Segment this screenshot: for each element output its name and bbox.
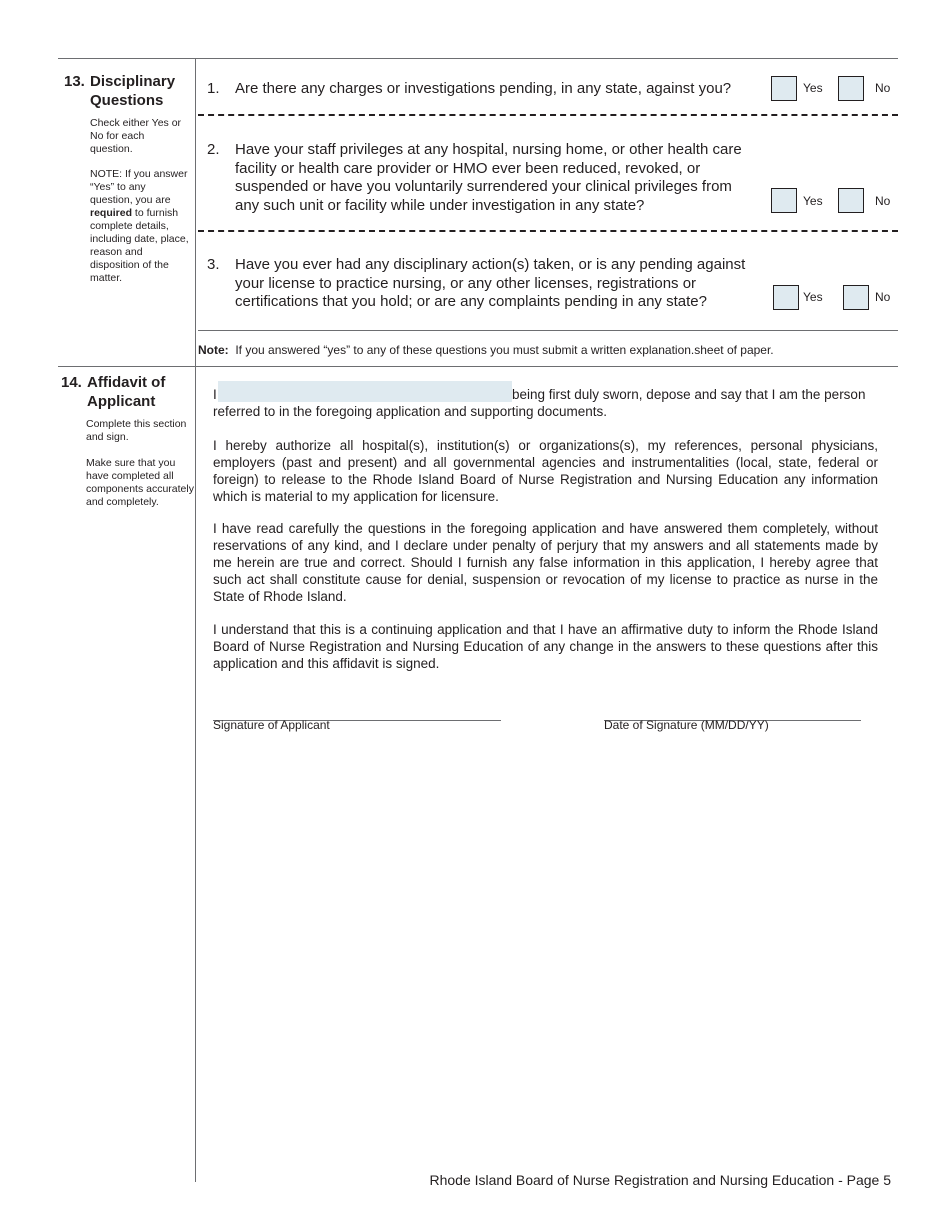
applicant-name-input[interactable]	[218, 381, 512, 402]
section-14-title: Affidavit of	[87, 374, 166, 391]
question-1-no-checkbox[interactable]	[838, 76, 864, 101]
section-14-instruction-2: Make sure that you have completed all components accurately and completely.	[86, 457, 194, 508]
question-2-number: 2.	[207, 141, 220, 158]
question-1-no-label: No	[875, 81, 891, 95]
question-3-yes-checkbox[interactable]	[773, 285, 799, 310]
question-2-yes-label: Yes	[803, 194, 823, 208]
question-3-number: 3.	[207, 256, 220, 273]
section-13-note	[90, 168, 190, 285]
question-2-yes-checkbox[interactable]	[771, 188, 797, 213]
question-1-text: Are there any charges or investigations pending, in any state, against you?	[235, 80, 732, 97]
affidavit-paragraph-3: I have read carefully the questions in the foregoing application and have answered them completely, without reservations of any kind, and I declare under penalty of perjury that my answers and all statements made by me herein are true and correct. Should I furnish any false information in this application, I hereby agree that such act shall constitute cause for denial, suspension or revocation of my license to practice as nurse in the State of Rhode Island.	[213, 521, 878, 604]
question-1-yes-checkbox[interactable]	[771, 76, 797, 101]
bottom-note-label: Note:	[198, 343, 229, 357]
question-divider-1	[198, 114, 898, 116]
page-footer: Rhode Island Board of Nurse Registration and Nursing Education - Page 5	[429, 1172, 891, 1188]
question-1-yes-label: Yes	[803, 81, 823, 95]
affidavit-i-prefix: I	[213, 387, 217, 402]
questions-bottom-rule	[198, 330, 898, 331]
section-13-bottom-note	[198, 343, 898, 357]
question-2-text: Have your staff privileges at any hospital, nursing home, or other health care facility or health care provider or HMO ever been reduced, revoked, or suspended or have you voluntarily surrendered your clinical privileges from any such unit or facility while under investigation in any state?	[235, 141, 742, 214]
question-2-no-label: No	[875, 194, 891, 208]
affidavit-oath-text-line2: referred to in the foregoing application and supporting documents.	[213, 404, 608, 419]
bottom-note-text: If you answered “yes” to any of these questions you must submit a written explanation.sheet of paper.	[235, 343, 774, 357]
question-divider-2	[198, 230, 898, 232]
question-3-yes-label: Yes	[803, 290, 823, 304]
section-13-note-suffix: to furnish complete details, including date, place, reason and disposition of the matter.	[90, 207, 189, 284]
section-13-title-line2: Questions	[90, 92, 164, 109]
affidavit-paragraph-2: I hereby authorize all hospital(s), institution(s) or organizations(s), my references, personal physicians, employers (past and present) and all governmental agencies and instrumentalities (local, state, federal or foreign) to release to the Rhode Island Board of Nurse Registration and Nursing Education any information which is material to my application for licensure.	[213, 438, 878, 504]
question-1-number: 1.	[207, 80, 220, 97]
question-3-text: Have you ever had any disciplinary action(s) taken, or is any pending against your license to practice nursing, or any other licenses, registrations or certifications that you hold; or are any complaints pending in any state?	[235, 256, 746, 310]
affidavit-paragraph-4: I understand that this is a continuing application and that I have an affirmative duty to inform the Rhode Island Board of Nurse Registration and Nursing Education of any change in the answers to these questions after this application and this affidavit is signed.	[213, 622, 878, 671]
section-13-instruction: Check either Yes or No for each question.	[90, 117, 182, 155]
question-2-no-checkbox[interactable]	[838, 188, 864, 213]
date-signature-label: Date of Signature (MM/DD/YY)	[604, 718, 769, 732]
section-14-number: 14.	[61, 374, 82, 391]
section-13-number: 13.	[64, 73, 85, 90]
question-3-no-checkbox[interactable]	[843, 285, 869, 310]
affidavit-oath-text: being first duly sworn, depose and say that I am the person	[512, 387, 866, 402]
section-13-note-prefix: NOTE: If you answer “Yes” to any question, you are	[90, 168, 188, 206]
question-3-no-label: No	[875, 290, 891, 304]
section-14-instruction-1: Complete this section and sign.	[86, 418, 187, 443]
section-14-title-line2: Applicant	[87, 393, 156, 410]
signature-label: Signature of Applicant	[213, 718, 330, 732]
section-divider	[58, 366, 898, 367]
column-divider	[195, 58, 196, 1182]
section-13-title: Disciplinary	[90, 73, 176, 90]
section-13-note-bold: required	[90, 207, 133, 219]
top-rule	[58, 58, 898, 59]
